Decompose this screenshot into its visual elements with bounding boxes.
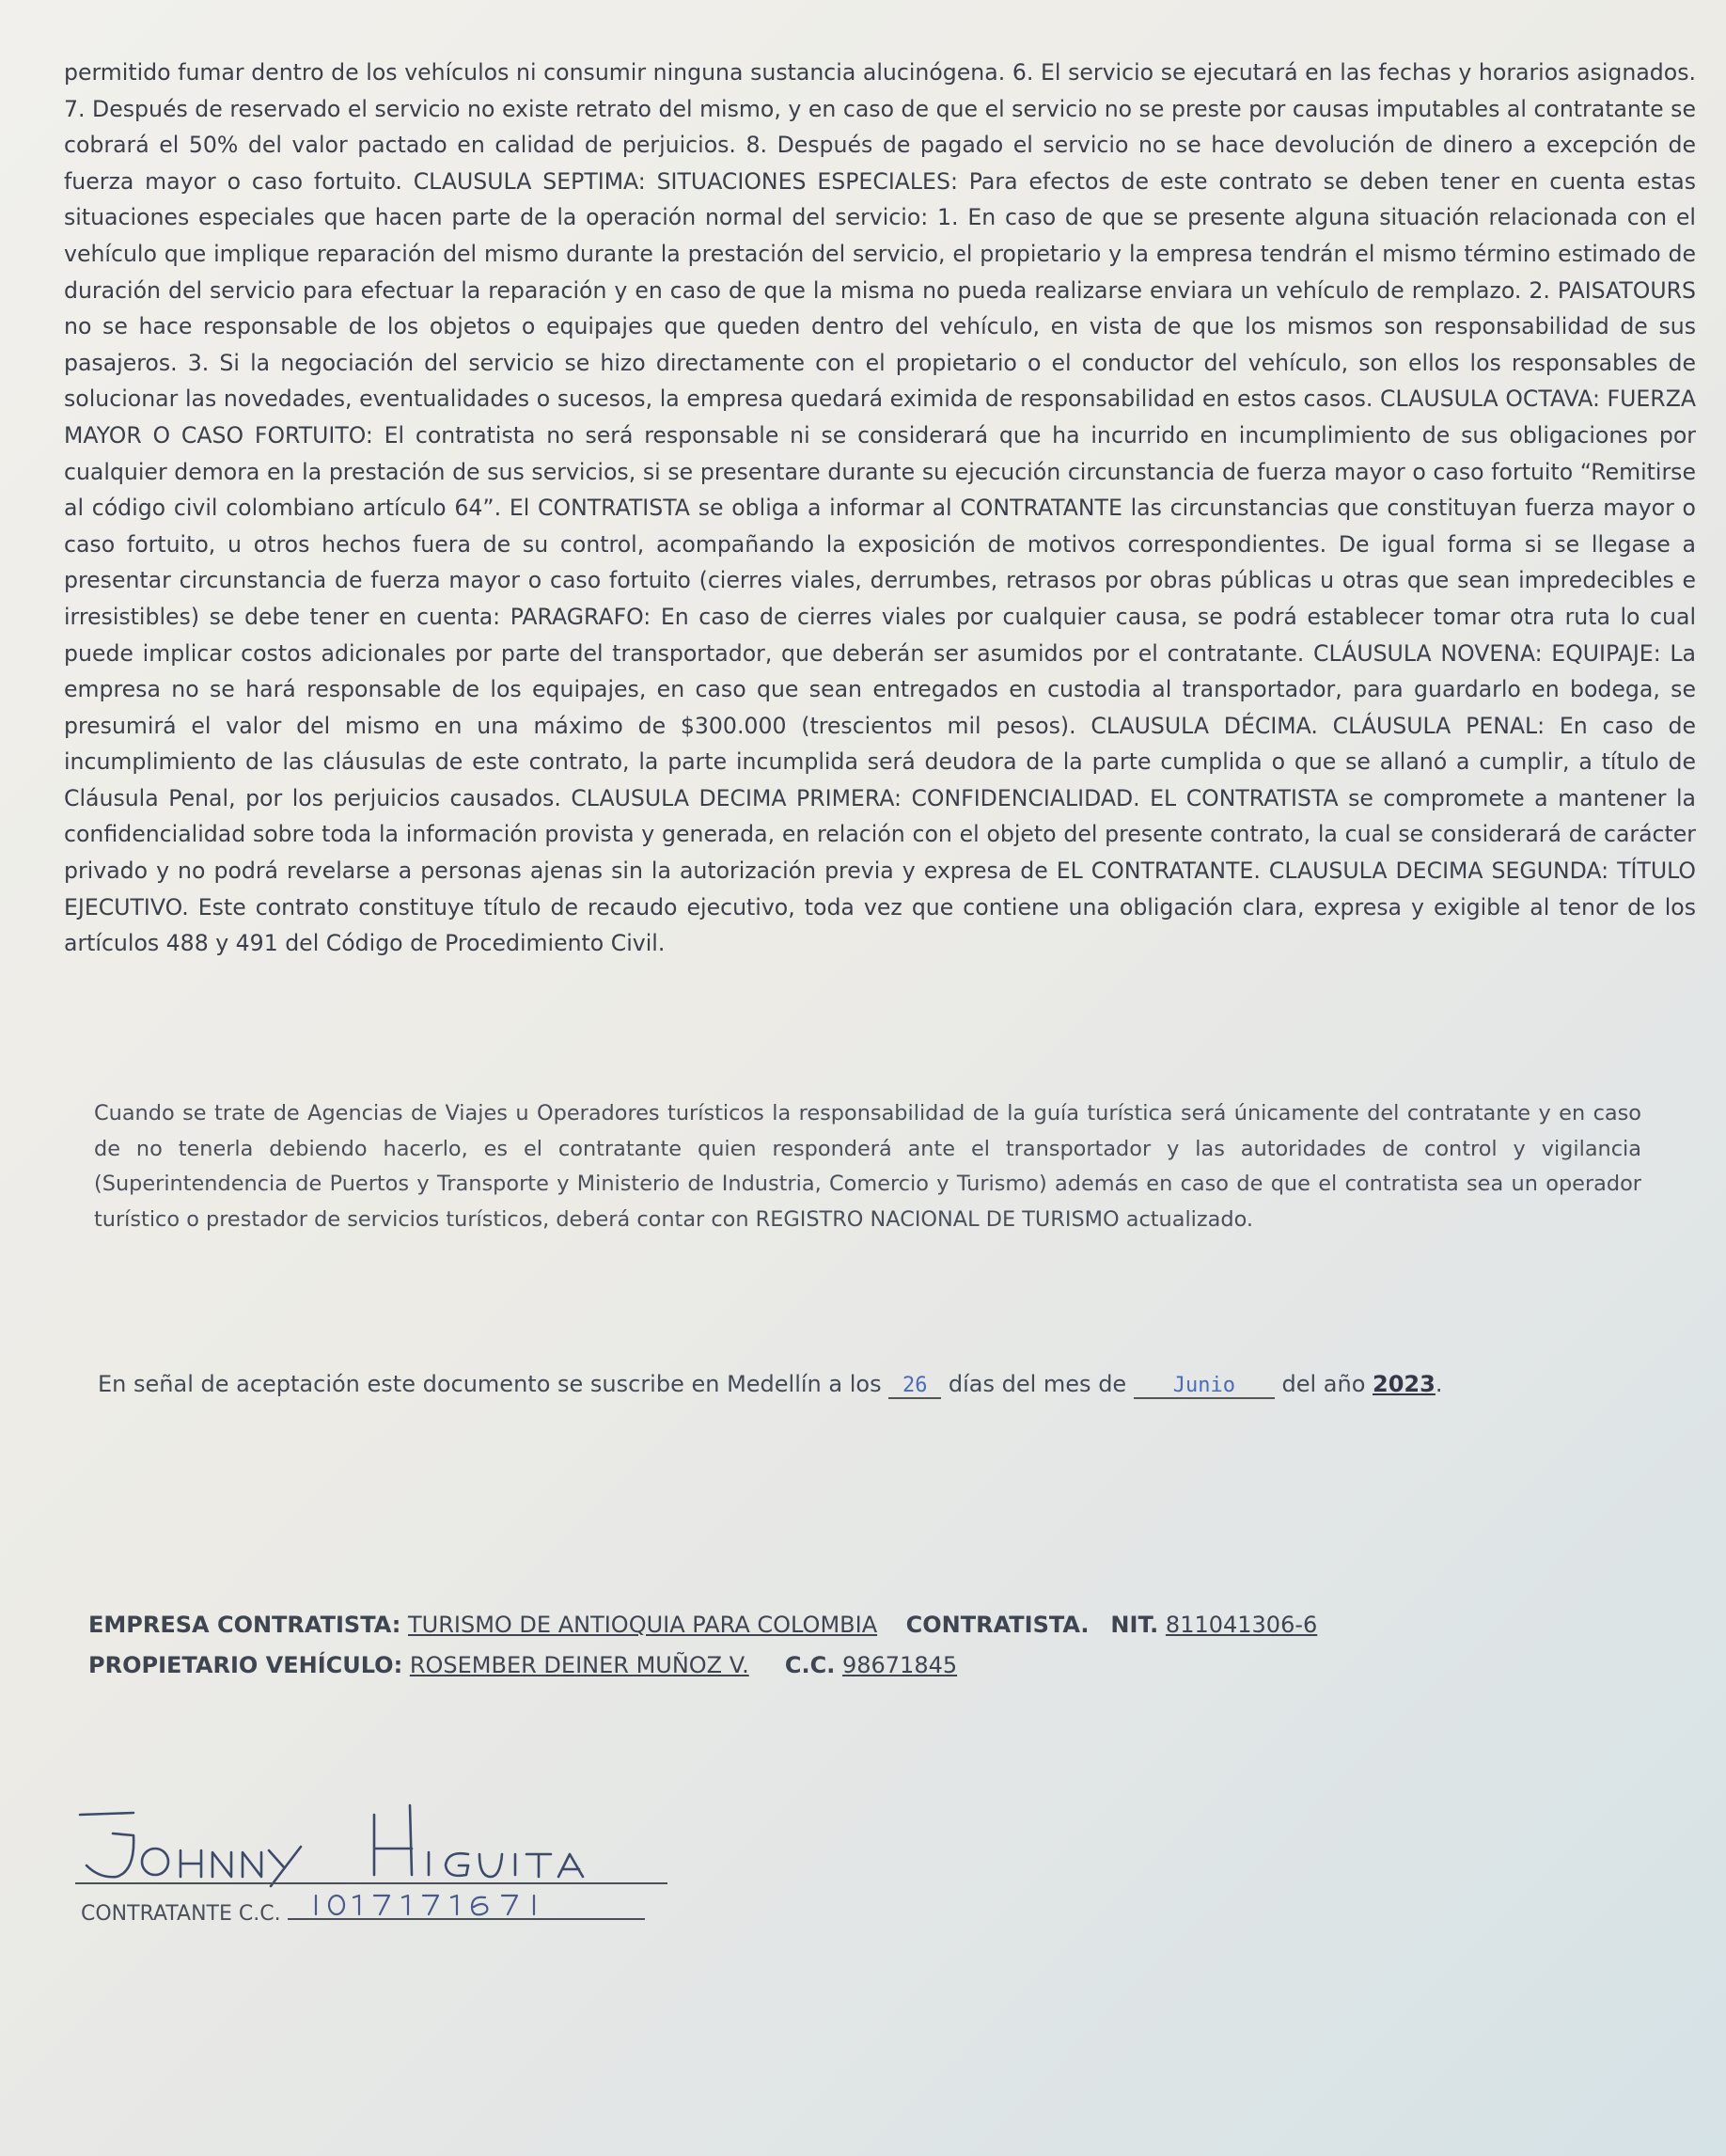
- parties-block: [88, 1605, 1687, 1686]
- acceptance-suffix: del año: [1281, 1371, 1366, 1397]
- contratante-cc-label: CONTRATANTE C.C.: [81, 1902, 281, 1926]
- acceptance-prefix: En señal de aceptación este documento se suscribe en Medellín a los: [98, 1371, 882, 1397]
- contract-clauses: permitido fumar dentro de los vehículos ni consumir ninguna sustancia alucinógena. 6. El servicio se ejecutará en las fechas y horarios asignados. 7. Después de reservado el servicio no existe retrato del mismo, y en caso de que el servicio no se preste por causas imputables al contratante se cobrará el 50% del valor pactado en calidad de perjuicios. 8. Después de pagado el servicio no se hace devolución de dinero a excepción de fuerza mayor o caso fortuito. CLAUSULA SEPTIMA: SITUACIONES ESPECIALES: Para efectos de este contrato se deben tener en cuenta estas situaciones especiales que hacen parte de la operación normal del servicio: 1. En caso de que se presente alguna situación relacionada con el vehículo que implique reparación del mismo durante la prestación del servicio, el propietario y la empresa tendrán el mismo término estimado de duración del servicio para efectuar la reparación y en caso de que la misma no pueda realizarse enviara un vehículo de remplazo. 2. PAISATOURS no se hace responsable de los objetos o equipajes que queden dentro del vehículo, en vista de que los mismos son responsabilidad de sus pasajeros. 3. Si la negociación del servicio se hizo directamente con el propietario o el conductor del vehículo, son ellos los responsables de solucionar las novedades, eventualidades o sucesos, la empresa quedará eximida de responsabilidad en estos casos. CLAUSULA OCTAVA: FUERZA MAYOR O CASO FORTUITO: El contratista no será responsable ni se considerará que ha incurrido en incumplimiento de sus obligaciones por cualquier demora en la prestación de sus servicios, si se presentare durante su ejecución circunstancia de fuerza mayor o caso fortuito “Remitirse al código civil colombiano artículo 64”. El CONTRATISTA se obliga a informar al CONTRATANTE las circunstancias que constituyan fuerza mayor o caso fortuito, u otros hechos fuera de su control, acompañando la exposición de motivos correspondientes. De igual forma si se llegase a presentar circunstancia de fuerza mayor o caso fortuito (cierres viales, derrumbes, retrasos por obras públicas u otras que sean impredecibles e irresistibles) se debe tener en cuenta: PARAGRAFO: En caso de cierres viales por cualquier causa, se podrá establecer tomar otra ruta lo cual puede implicar costos adicionales por parte del transportador, que deberán ser asumidos por el contratante. CLÁUSULA NOVENA: EQUIPAJE: La empresa no se hará responsable de los equipajes, en caso que sean entregados en custodia al transportador, para guardarlo en bodega, se presumirá el valor del mismo en una máximo de $300.000 (trescientos mil pesos). CLAUSULA DÉCIMA. CLÁUSULA PENAL: En caso de incumplimiento de las cláusulas de este contrato, la parte incumplida será deudora de la parte cumplida o que se allanó a cumplir, a título de Cláusula Penal, por los perjuicios causados. CLAUSULA DECIMA PRIMERA: CONFIDENCIALIDAD. EL CONTRATISTA se compromete a mantener la confidencialidad sobre toda la información provista y generada, en relación con el objeto del presente contrato, la cual se considerará de carácter privado y no podrá revelarse a personas ajenas sin la autorización previa y expresa de EL CONTRATANTE. CLAUSULA DECIMA SEGUNDA: TÍTULO EJECUTIVO. Este contrato constituye título de recaudo ejecutivo, toda vez que contiene una obligación clara, expresa y exigible al tenor de los artículos 488 y 491 del Código de Procedimiento Civil.: [64, 59, 1696, 957]
- handwritten-cc-number: [288, 1888, 645, 1920]
- owner-label: PROPIETARIO VEHÍCULO:: [88, 1652, 403, 1678]
- owner-name: ROSEMBER DEINER MUÑOZ V.: [409, 1652, 749, 1678]
- signature-line: [75, 1882, 667, 1884]
- acceptance-line: [98, 1371, 1696, 1399]
- contractor-label: CONTRATISTA.: [905, 1612, 1090, 1638]
- acceptance-mid: días del mes de: [948, 1371, 1127, 1397]
- nit-value: 811041306-6: [1165, 1612, 1318, 1638]
- owner-cc-label: C.C.: [784, 1652, 836, 1678]
- company-label: EMPRESA CONTRATISTA:: [88, 1612, 401, 1638]
- company-row: [88, 1605, 1687, 1645]
- acceptance-end: .: [1435, 1371, 1443, 1397]
- company-name: TURISMO DE ANTIOQUIA PARA COLOMBIA: [407, 1612, 878, 1638]
- owner-row: [88, 1645, 1687, 1686]
- nit-label: NIT.: [1110, 1612, 1159, 1638]
- acceptance-year: 2023: [1373, 1371, 1436, 1397]
- acceptance-month: Junio: [1134, 1374, 1275, 1399]
- owner-cc-value: 98671845: [841, 1652, 958, 1678]
- agency-note: Cuando se trate de Agencias de Viajes u Operadores turísticos la responsabilidad de la guía turística será únicamente del contratante y en caso de no tenerla debiendo hacerlo, es el contratante quien responderá ante el transportador y las autoridades de control y vigilancia (Superintendencia de Puertos y Transporte y Ministerio de Industria, Comercio y Turismo) además en caso de que el contratista sea un operador turístico o prestador de servicios turísticos, deberá contar con REGISTRO NACIONAL DE TURISMO actualizado.: [94, 1101, 1641, 1232]
- acceptance-day: 26: [888, 1374, 941, 1399]
- contratante-cc-row: [81, 1896, 645, 1926]
- contratante-cc-blank: [288, 1896, 645, 1920]
